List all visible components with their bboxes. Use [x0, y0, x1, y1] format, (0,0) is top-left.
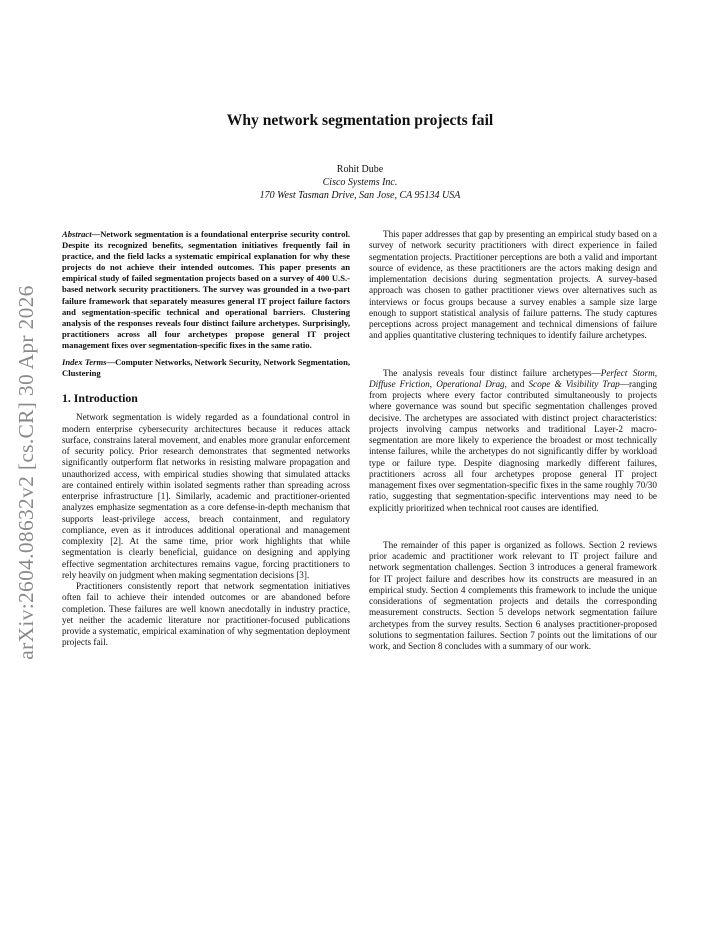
left-column — [62, 229, 350, 649]
p4-tail-text: —ranging from projects where every factor contributed simultaneously to projects where governance was sound but specific segmentation challenges proved decisive. The archetypes are associated with distinct project characteristics: projects involving campus networks and traditional Layer-2 macro-segmentation are more likely to experience the broadest or most technically intense failures, while the archetypes do not significantly differ by workload type or failure type. Despite diagnosing markedly different failures, practitioners across all four archetypes propose general IT project management fixes over segmentation-specific fixes in the same roughly 70/30 ratio, suggesting that segmentation-specific interventions may need to be explicitly prioritized when technical root causes are identified. — [369, 378, 658, 513]
section-heading-introduction: 1. Introduction — [62, 391, 138, 406]
archetype-separator: , — [429, 378, 437, 389]
author-address: 170 West Tasman Drive, San Jose, CA 95134 USA — [259, 190, 461, 201]
archetype-separator: , and — [504, 378, 529, 389]
intro-paragraph-4 — [369, 368, 657, 514]
intro-paragraph-3: This paper addresses that gap by presenting an empirical study based on a survey of network security practitioners with direct experience in failed segmentation projects. Practitioner perceptions are both a valid and important source of evidence, as these practitioners are the actors making design and implementation decisions during segmentation projects. A survey-based approach was chosen to gather practitioner views over alternatives such as interviews or focus groups because a survey enables a sample size large enough to support statistical analysis of failure patterns. The study captures perceptions across project management and technical dimensions of failure and applies quantitative clustering techniques to identify failure archetypes. — [369, 229, 657, 341]
author-block — [0, 163, 720, 202]
intro-paragraph-2: Practitioners consistently report that network segmentation initiatives often fail to achieve their intended outcomes or are abandoned before completion. These failures are well known anecdotally in industry practice, yet neither the academic literature nor practitioner-focused publications provide a systematic, empirical examination of why segmentation deployment projects fail. — [62, 581, 350, 648]
archetype-scope-visibility-trap: Scope & Visibility Trap — [528, 378, 620, 389]
index-terms-text: Computer Networks, Network Security, Network Segmentation, Clustering — [62, 357, 350, 379]
intro-paragraph-1: Network segmentation is widely regarded as a foundational control in modern enterprise cybersecurity architectures because it reduces attack surface, constrains lateral movement, and enables more granular enforcement of security policy. Prior research demonstrates that segmented networks significantly outperform flat networks in resisting malware propagation and unauthorized access, with empirical studies showing that simulated attacks are contained entirely within isolated segments rather than spreading across enterprise infrastructure [1]. Similarly, academic and practitioner-oriented analyzes emphasize segmentation as a core defense-in-depth mechanism that supports least-privilege access, breach containment, and regulatory compliance, even as it introduces additional operational and management complexity [2]. At the same time, prior work highlights that while segmentation is clearly beneficial, guidance on designing and applying effective segmentation architectures remains vague, forcing practitioners to rely heavily on judgment when making segmentation decisions [3]. — [62, 412, 350, 580]
archetype-separator: , — [654, 367, 657, 378]
author-affiliation: Cisco Systems Inc. — [322, 177, 398, 188]
abstract-text: Network segmentation is a foundational enterprise security control. Despite its recognized benefits, segmentation initiatives frequently fail in practice, and the field lacks a systematic empirical explanation for why these projects do not achieve their intended outcomes. This paper presents an empirical study of failed segmentation projects based on a survey of 400 U.S.-based network security practitioners. The survey was grounded in a two-part failure framework that separately measures general IT project failure factors and segmentation-specific technical and operational barriers. Clustering analysis of the responses reveals four distinct failure archetypes. Surprisingly, practitioners across all four archetypes propose general IT project management fixes over segmentation-specific fixes in the same ratio. — [62, 229, 350, 350]
intro-paragraph-5: The remainder of this paper is organized as follows. Section 2 reviews prior academic and practitioner work relevant to IT project failure and network segmentation challenges. Section 3 introduces a general framework for IT project failure and describes how its constructs are measured in an empirical study. Section 4 complements this framework to include the unique considerations of segmentation projects and details the corresponding measurement constructs. Section 5 develops network segmentation failure archetypes from the survey results. Section 6 analyses practitioner-proposed solutions to segmentation failures. Section 7 points out the limitations of our work, and Section 8 concludes with a summary of our work. — [369, 539, 657, 651]
abstract-label: Abstract — [62, 229, 92, 239]
abstract: Abstract—Network segmentation is a foundational enterprise security control. Despite its recognized benefits, segmentation initiatives frequently fail in practice, and the field lacks a systematic empirical explanation for why these projects do not achieve their intended outcomes. This paper presents an empirical study of failed segmentation projects based on a survey of 400 U.S.-based network security practitioners. The survey was grounded in a two-part failure framework that separately measures general IT project failure factors and segmentation-specific technical and operational barriers. Clustering analysis of the responses reveals four distinct failure archetypes. Surprisingly, practitioners across all four archetypes propose general IT project management fixes over segmentation-specific fixes in the same ratio. — [62, 229, 350, 350]
archetype-operational-drag: Operational Drag — [436, 378, 505, 389]
arxiv-identifier — [8, 262, 44, 682]
paper-title: Why network segmentation projects fail — [226, 112, 494, 129]
p4-lead-text: The analysis reveals four distinct failure archetypes— — [383, 367, 601, 378]
archetype-perfect-storm: Perfect Storm — [600, 367, 655, 378]
archetype-diffuse-friction: Diffuse Friction — [369, 378, 430, 389]
author-name: Rohit Dube — [336, 164, 384, 175]
index-terms-label: Index Terms — [62, 357, 107, 368]
index-terms: Index Terms—Computer Networks, Network Security, Network Segmentation, Clustering — [62, 357, 350, 379]
arxiv-identifier-text: arXiv:2604.08632v2 [cs.CR] 30 Apr 2026 — [13, 284, 38, 660]
right-column — [369, 229, 657, 652]
